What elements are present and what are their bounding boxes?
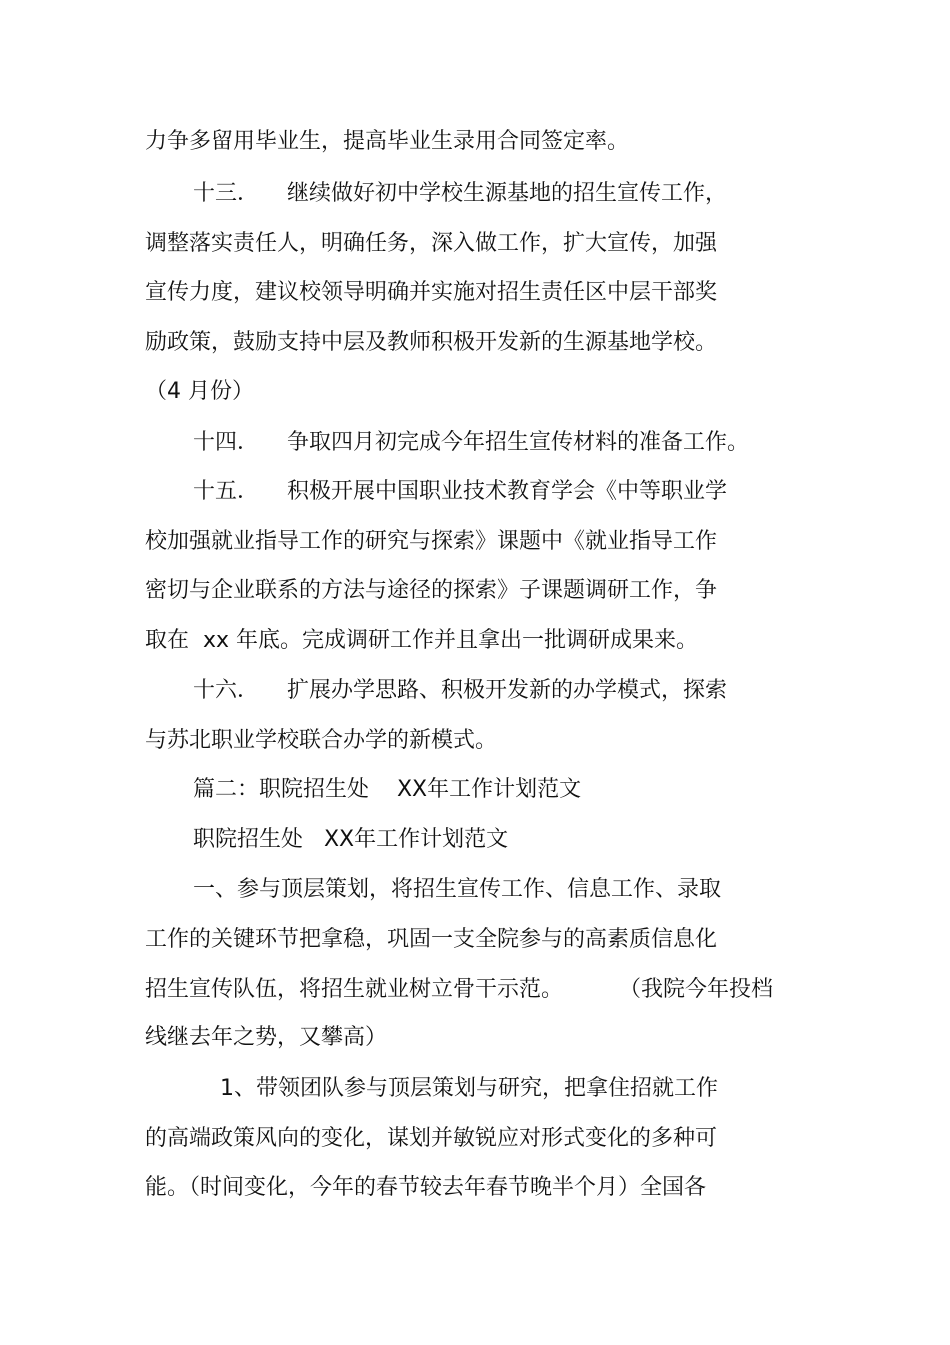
section-heading: 篇二：职院招生处 XX年工作计划范文 xyxy=(193,777,582,802)
text-line-13: 与苏北职业学校联合办学的新模式。 xyxy=(145,728,498,753)
text-line-4: 宣传力度，建议校领导明确并实施对招生责任区中层干部奖 xyxy=(145,280,718,305)
text-line-7: 十四． 争取四月初完成今年招生宣传材料的准备工作。 xyxy=(193,430,749,455)
text-line-22: 能。（时间变化，今年的春节较去年春节晚半个月）全国各 xyxy=(145,1175,707,1200)
section-title: 职院招生处 XX年工作计划范文 xyxy=(193,827,509,852)
text-line-20: 1、带领团队参与顶层策划与研究，把拿住招就工作 xyxy=(220,1076,718,1101)
text-line-1: 力争多留用毕业生，提高毕业生录用合同签定率。 xyxy=(145,129,630,154)
text-line-5: 励政策，鼓励支持中层及教师积极开发新的生源基地学校。 xyxy=(145,330,718,355)
text-line-3: 调整落实责任人，明确任务，深入做工作，扩大宣传，加强 xyxy=(145,231,718,256)
text-line-19: 线继去年之势，又攀高） xyxy=(145,1025,388,1050)
text-line-8: 十五． 积极开展中国职业技术教育学会《中等职业学 xyxy=(193,479,727,504)
text-line-16: 一、参与顶层策划，将招生宣传工作、信息工作、录取 xyxy=(193,877,722,902)
text-line-11: 取在 xx 年底。完成调研工作并且拿出一批调研成果来。 xyxy=(145,628,699,653)
text-line-17: 工作的关键环节把拿稳，巩固一支全院参与的高素质信息化 xyxy=(145,927,718,952)
text-line-2: 十三． 继续做好初中学校生源基地的招生宣传工作， xyxy=(193,181,727,206)
text-line-10: 密切与企业联系的方法与途径的探索》子课题调研工作，争 xyxy=(145,578,718,603)
text-line-12: 十六． 扩展办学思路、积极开发新的办学模式，探索 xyxy=(193,678,727,703)
text-line-6: （4 月份） xyxy=(145,379,254,404)
text-line-18: 招生宣传队伍，将招生就业树立骨干示范。 （我院今年投档 xyxy=(145,977,773,1002)
text-line-21: 的高端政策风向的变化，谋划并敏锐应对形式变化的多种可 xyxy=(145,1126,718,1151)
text-line-9: 校加强就业指导工作的研究与探索》课题中《就业指导工作 xyxy=(145,529,718,554)
